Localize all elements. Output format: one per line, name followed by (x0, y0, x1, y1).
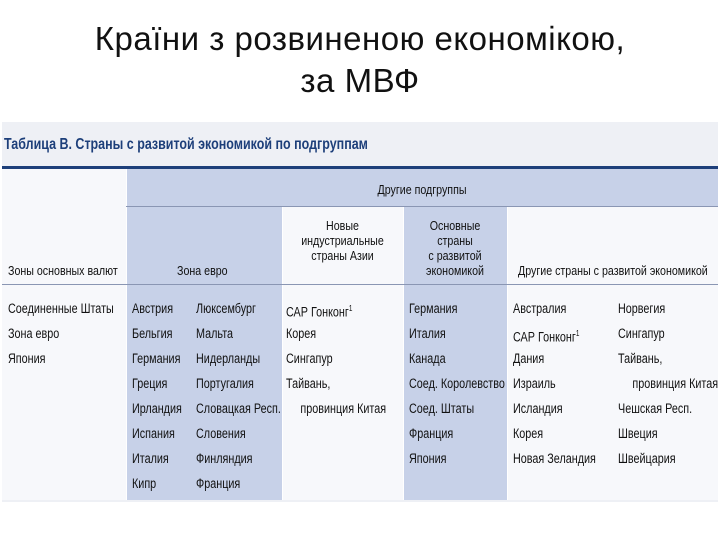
divider (126, 169, 127, 500)
list-item: САР Гонконг$^1$ (513, 329, 580, 345)
other-advanced-list-1 (513, 296, 596, 471)
list-item: Мальта (196, 326, 234, 341)
list-item: Соед. Штаты (409, 401, 475, 416)
list-item: Италия (132, 451, 169, 466)
list-item: Тайвань, (618, 351, 663, 366)
list-item: Ирландия (132, 401, 182, 416)
list-item: провинция Китая (300, 401, 387, 416)
divider (403, 207, 404, 500)
divider (282, 207, 283, 500)
header-nie-asia: Новые индустриальные страны Азии (301, 218, 384, 263)
list-item: Португалия (196, 376, 254, 391)
list-item: Швейцария (618, 451, 676, 466)
list-item: Канада (409, 351, 446, 366)
list-item: Бельгия (132, 326, 173, 341)
footnote-mark: 1 (575, 329, 580, 338)
header-major-advanced: Основные страны с развитой экономикой (426, 218, 484, 278)
header-other-advanced: Другие страны с развитой экономикой (518, 263, 708, 278)
list-item: Исландия (513, 401, 563, 416)
list-item: Австрия (132, 301, 174, 316)
other-advanced-list-2 (618, 296, 718, 471)
list-item: Франция (409, 426, 454, 441)
list-item: провинция Китая (632, 376, 719, 391)
list-item: Тайвань, (286, 376, 331, 391)
list-item: Кипр (132, 476, 157, 491)
list-item: Германия (132, 351, 181, 366)
footnote-mark: 1 (348, 304, 353, 313)
list-item: Япония (409, 451, 447, 466)
list-item: Новая Зеландия (513, 451, 596, 466)
country-table (2, 122, 718, 502)
list-item: Дания (513, 351, 545, 366)
list-item: Франция (196, 476, 241, 491)
list-item: Нидерланды (196, 351, 261, 366)
header-currency-zones: Зоны основных валют (8, 263, 118, 278)
list-item: Люксембург (196, 301, 256, 316)
euro-zone-list-2 (196, 296, 281, 496)
list-item: Корея (513, 426, 544, 441)
list-item: Чешская Респ. (618, 401, 693, 416)
euro-zone-list-1 (132, 296, 182, 496)
list-item: Соединенные Штаты (8, 301, 114, 316)
title-line-2: за МВФ (300, 62, 420, 99)
list-item: Германия (409, 301, 458, 316)
header-other-subgroups: Другие подгруппы (377, 182, 467, 197)
list-item: Сингапур (618, 326, 665, 341)
header-rule (2, 284, 718, 285)
list-item: Словения (196, 426, 246, 441)
list-item: Швеция (618, 426, 658, 441)
list-item: Испания (132, 426, 175, 441)
divider (507, 207, 508, 500)
table-caption: Таблица В. Страны с развитой экономикой по подгруппам (4, 136, 368, 153)
list-item: Сингапур (286, 351, 333, 366)
list-item: Корея (286, 326, 317, 341)
list-item: Словацкая Респ. (196, 401, 281, 416)
list-item: Зона евро (8, 326, 60, 341)
header-euro-zone: Зона евро (177, 263, 228, 278)
list-item: Соед. Королевство (409, 376, 505, 391)
list-item: Израиль (513, 376, 556, 391)
title-line-1: Країни з розвиненою економікою, (94, 20, 626, 57)
list-item: Австралия (513, 301, 567, 316)
list-item: САР Гонконг$^1$ (286, 304, 353, 320)
list-item: Италия (409, 326, 446, 341)
list-item: Норвегия (618, 301, 666, 316)
currency-zones-list (8, 296, 114, 371)
nie-asia-list (286, 296, 386, 421)
list-item: Греция (132, 376, 168, 391)
major-advanced-list (409, 296, 505, 471)
header-rule (126, 206, 718, 207)
list-item: Япония (8, 351, 46, 366)
slide-title (0, 18, 720, 102)
list-item: Финляндия (196, 451, 253, 466)
